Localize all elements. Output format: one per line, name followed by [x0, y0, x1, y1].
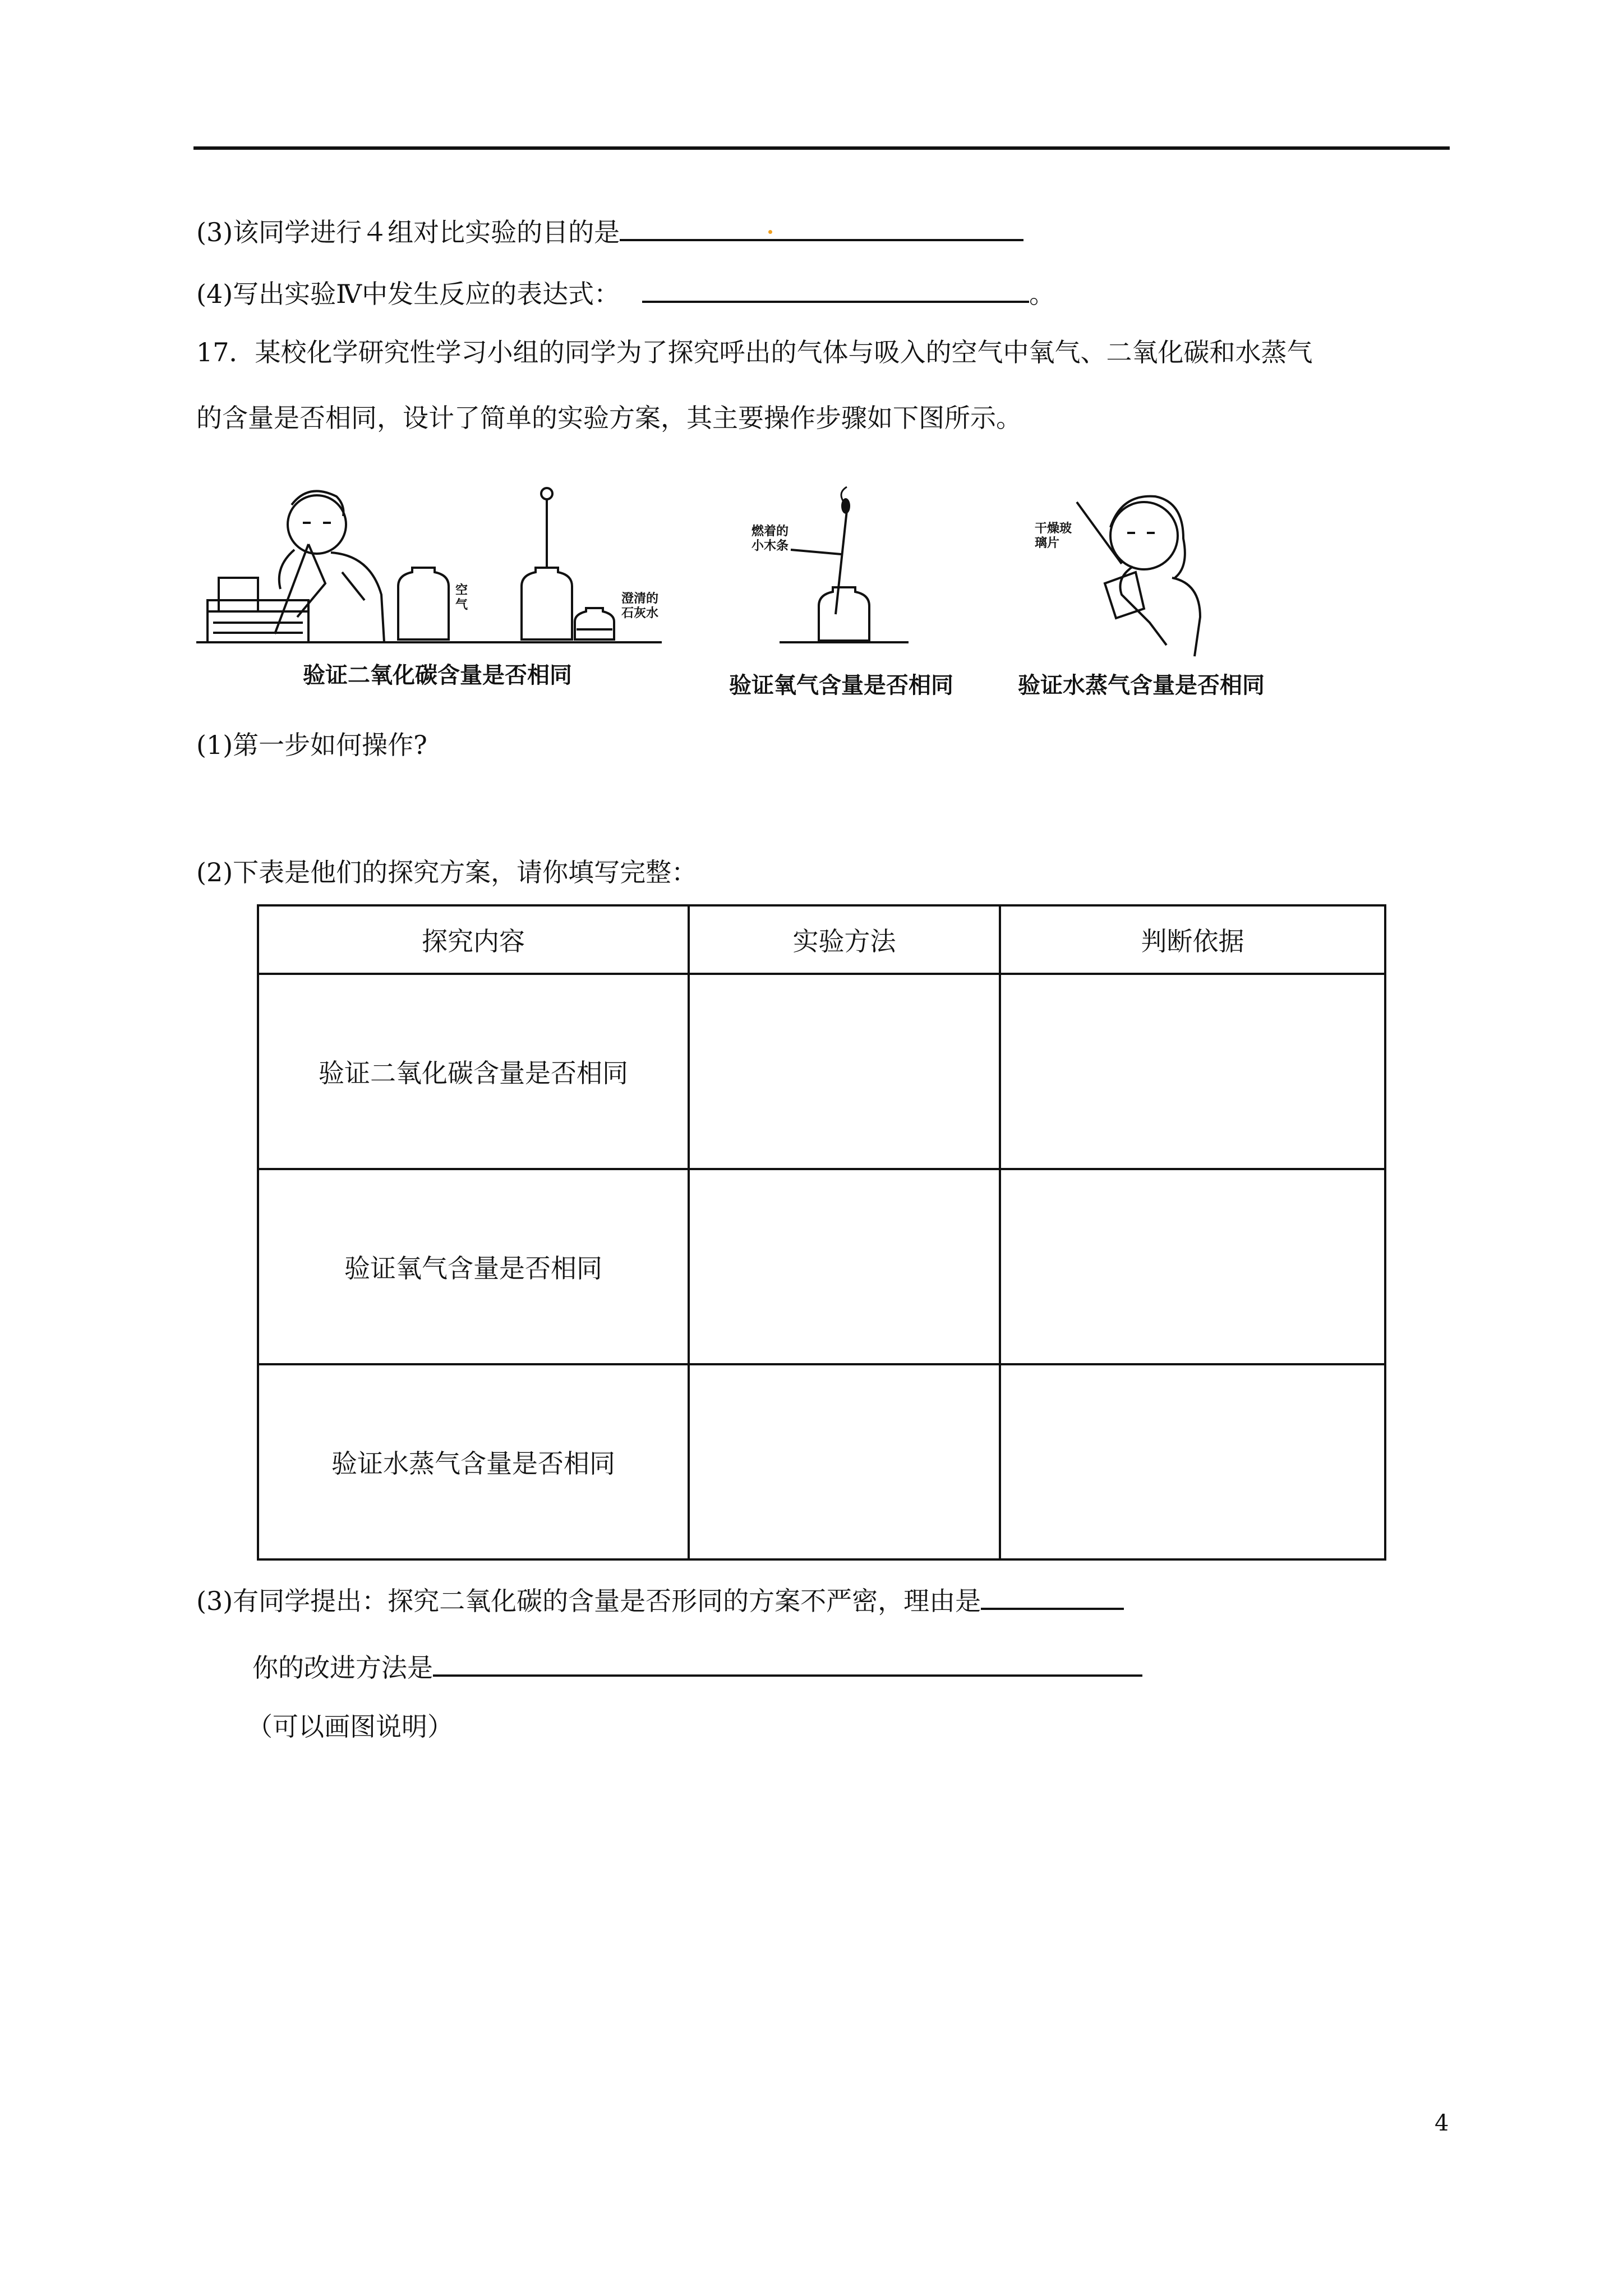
basis-cell[interactable]	[1000, 1364, 1385, 1559]
table-row	[258, 1364, 1385, 1559]
caption-o2: 验证氧气含量是否相同	[729, 673, 953, 698]
basis-cell[interactable]	[1000, 974, 1385, 1169]
label-burning-stick: 燃着的小木条	[751, 524, 789, 553]
header-basis: 判断依据	[1000, 905, 1385, 974]
page-number: 4	[1435, 2110, 1449, 2136]
row-topic-o2: 验证氧气含量是否相同	[258, 1169, 689, 1364]
question-16-4: (4)写出实验Ⅳ中发生反应的表达式： 。	[196, 274, 1055, 311]
answer-blank[interactable]	[433, 1648, 1142, 1677]
table-header-row	[258, 905, 1385, 974]
question-17-line1: 17．某校化学研究性学习小组的同学为了探究呼出的气体与吸入的空气中氧气、二氧化碳和水蒸气	[196, 337, 1313, 367]
question-17-1: (1)第一步如何操作?	[196, 730, 427, 760]
improvement-line: 你的改进方法是	[252, 1648, 1142, 1685]
inquiry-table	[257, 904, 1386, 1561]
table-row	[258, 1169, 1385, 1364]
question-17-line2: 的含量是否相同，设计了简单的实验方案，其主要操作步骤如下图所示。	[196, 403, 1022, 433]
header-method: 实验方法	[689, 905, 1000, 974]
answer-blank[interactable]	[620, 212, 1023, 241]
drawing-note: （可以画图说明）	[247, 1711, 453, 1742]
method-cell[interactable]	[689, 1169, 1000, 1364]
row-topic-h2o: 验证水蒸气含量是否相同	[258, 1364, 689, 1559]
header-rule	[193, 146, 1450, 150]
experiment-illustration	[196, 471, 1352, 707]
caption-h2o: 验证水蒸气含量是否相同	[1018, 673, 1265, 698]
caption-co2: 验证二氧化碳含量是否相同	[303, 662, 572, 688]
table-row	[258, 974, 1385, 1169]
method-cell[interactable]	[689, 974, 1000, 1169]
label-dry-glass: 干燥玻璃片	[1035, 522, 1072, 550]
header-content: 探究内容	[258, 905, 689, 974]
row-topic-co2: 验证二氧化碳含量是否相同	[258, 974, 689, 1169]
method-cell[interactable]	[689, 1364, 1000, 1559]
basis-cell[interactable]	[1000, 1169, 1385, 1364]
label-air: 空气	[455, 583, 468, 612]
question-17-2: (2)下表是他们的探究方案，请你填写完整：	[196, 857, 698, 887]
question-16-3: (3)该同学进行４组对比实验的目的是	[196, 212, 1023, 249]
answer-blank[interactable]	[642, 274, 1029, 303]
answer-blank[interactable]	[981, 1581, 1124, 1610]
label-limewater: 澄清的石灰水	[621, 592, 659, 620]
question-17-3: (3)有同学提出：探究二氧化碳的含量是否形同的方案不严密，理由是	[196, 1581, 1124, 1618]
